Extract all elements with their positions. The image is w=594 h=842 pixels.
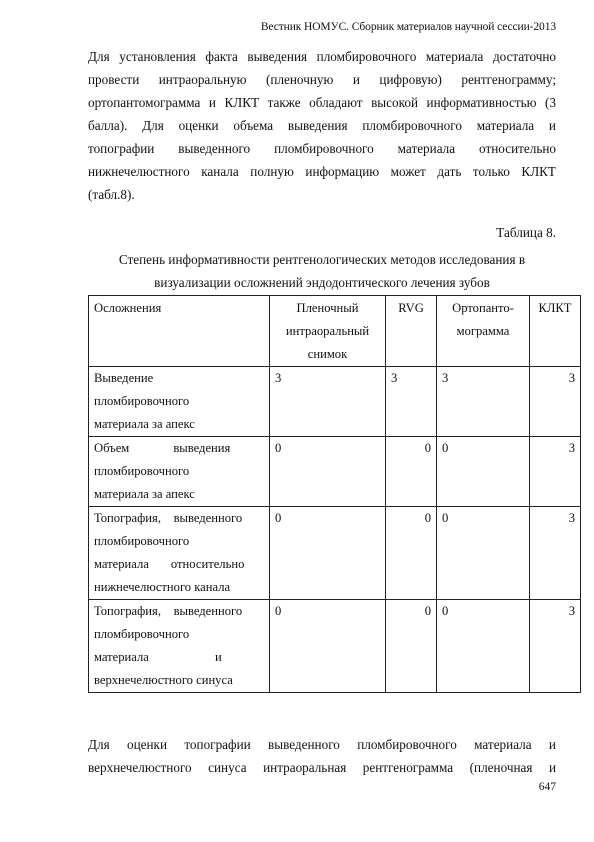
score-cell: 0 bbox=[270, 600, 386, 693]
score-cell: 3 bbox=[386, 367, 437, 437]
table-caption bbox=[88, 248, 556, 294]
table-row bbox=[89, 600, 581, 693]
cell-line: пломбировочного bbox=[94, 464, 190, 478]
cell-line: пломбировочного bbox=[94, 394, 190, 408]
text-line: нижнечелюстного канала полную информацию может дать только КЛКТ bbox=[88, 164, 556, 179]
text-line: Для оценки топографии выведенного пломбировочного материала и bbox=[88, 737, 556, 752]
score-cell: 3 bbox=[530, 437, 581, 507]
cell-line: Топография, выведенного bbox=[94, 511, 243, 525]
score-cell: 0 bbox=[386, 507, 437, 600]
complication-cell bbox=[89, 600, 270, 693]
complication-cell bbox=[89, 367, 270, 437]
text-line: топографии выведенного пломбировочного материала относительно bbox=[88, 141, 556, 156]
cell-line: материала и bbox=[94, 650, 222, 664]
score-cell: 0 bbox=[386, 437, 437, 507]
text-line: (табл.8). bbox=[88, 187, 135, 202]
score-cell: 3 bbox=[270, 367, 386, 437]
score-cell: 3 bbox=[530, 600, 581, 693]
cell-line: Выведение bbox=[94, 371, 154, 385]
text-line: верхнечелюстного синуса интраоральная рентгенограмма (пленочная и bbox=[88, 760, 556, 775]
column-header-film: Пленочный интраоральный снимок bbox=[270, 296, 386, 367]
caption-line: визуализации осложнений эндодонтического лечения зубов bbox=[154, 275, 490, 290]
complication-cell bbox=[89, 507, 270, 600]
informativeness-table bbox=[88, 295, 581, 693]
page-number: 647 bbox=[538, 781, 556, 793]
cell-line: Топография, выведенного bbox=[94, 604, 243, 618]
table-row bbox=[89, 507, 581, 600]
column-header-rvg: RVG bbox=[386, 296, 437, 367]
cell-line: материала за апекс bbox=[94, 417, 195, 431]
score-cell: 0 bbox=[270, 437, 386, 507]
cell-line: пломбировочного bbox=[94, 534, 190, 548]
complication-cell bbox=[89, 437, 270, 507]
table-row bbox=[89, 367, 581, 437]
table-header-row bbox=[89, 296, 581, 367]
score-cell: 0 bbox=[437, 507, 530, 600]
table-number: Таблица 8. bbox=[496, 225, 556, 240]
running-header: Вестник НОМУС. Сборник материалов научной сессии-2013 bbox=[260, 21, 556, 33]
score-cell: 0 bbox=[437, 437, 530, 507]
cell-line: нижнечелюстного канала bbox=[94, 580, 231, 594]
column-header-opg: Ортопанто-мограмма bbox=[437, 296, 530, 367]
paragraph-intro bbox=[88, 45, 556, 206]
cell-line: пломбировочного bbox=[94, 627, 190, 641]
caption-line: Степень информативности рентгенологических методов исследования в bbox=[118, 252, 526, 267]
paragraph-continuation bbox=[88, 733, 556, 779]
cell-line: верхнечелюстного синуса bbox=[94, 673, 233, 687]
score-cell: 0 bbox=[386, 600, 437, 693]
score-cell: 3 bbox=[530, 507, 581, 600]
score-cell: 0 bbox=[270, 507, 386, 600]
cell-line: материала за апекс bbox=[94, 487, 195, 501]
cell-line: материала относительно bbox=[94, 557, 245, 571]
column-header-cbct: КЛКТ bbox=[530, 296, 581, 367]
column-header-complications: Осложнения bbox=[89, 296, 270, 367]
score-cell: 3 bbox=[530, 367, 581, 437]
score-cell: 0 bbox=[437, 600, 530, 693]
text-line: Для установления факта выведения пломбировочного материала достаточно bbox=[88, 49, 556, 64]
text-line: ортопантомограмма и КЛКТ также обладают высокой информативностью (3 bbox=[88, 95, 556, 110]
table-row bbox=[89, 437, 581, 507]
cell-line: Объем выведения bbox=[94, 441, 231, 455]
score-cell: 3 bbox=[437, 367, 530, 437]
text-line: провести интраоральную (пленочную и цифровую) рентгенограмму; bbox=[88, 72, 556, 87]
text-line: балла). Для оценки объема выведения пломбировочного материала и bbox=[88, 118, 556, 133]
